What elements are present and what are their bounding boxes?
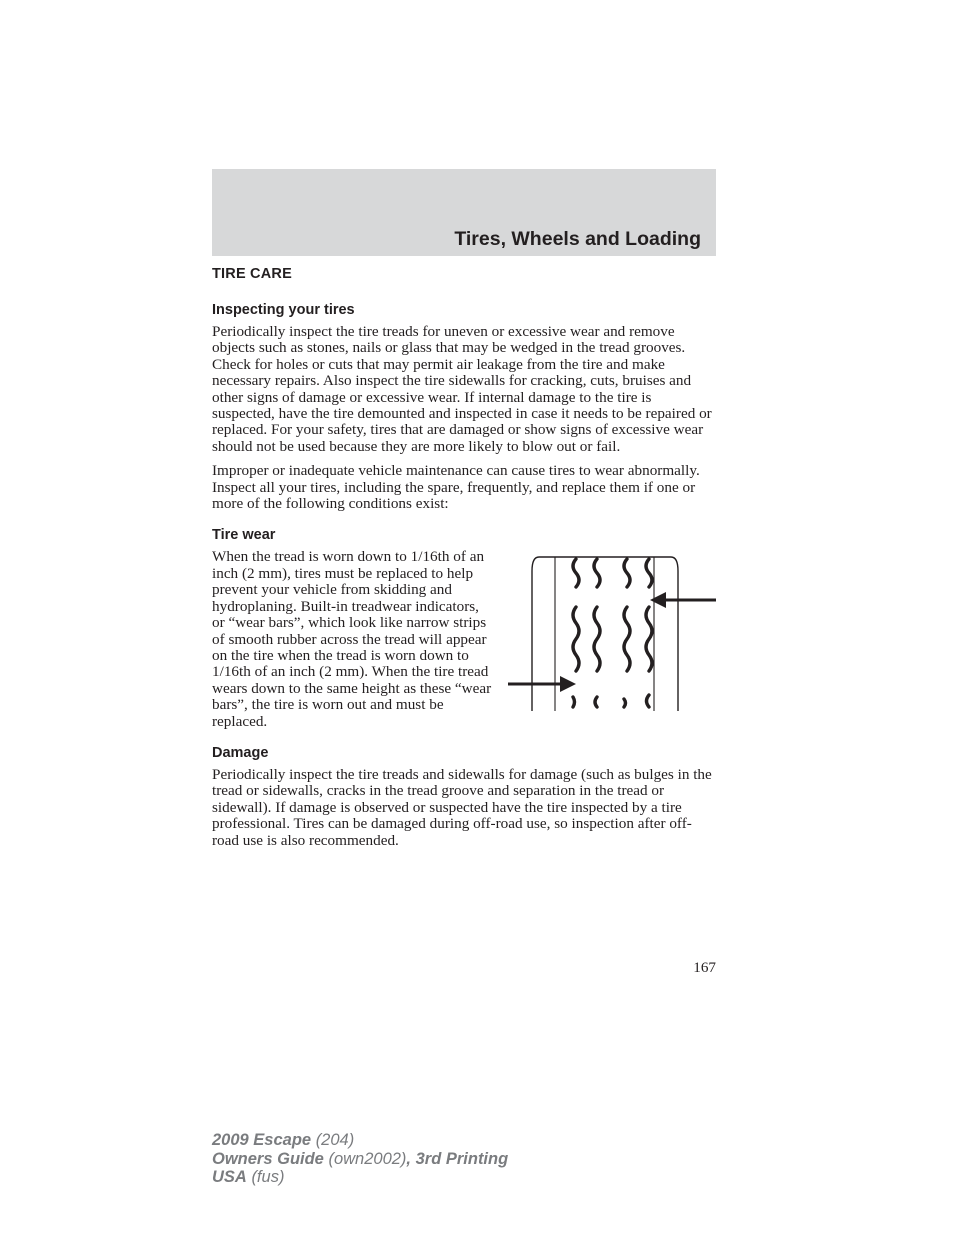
tread-groove	[624, 559, 630, 587]
page-number: 167	[693, 959, 716, 976]
tread-groove	[624, 607, 630, 671]
tread-groove	[647, 695, 650, 707]
footer-line-1: 2009 Escape (204)	[212, 1131, 355, 1149]
tread-groove	[646, 559, 652, 587]
tire-wear-paragraph: When the tread is worn down to 1/16th of an inch (2 mm), tires must be replaced to help prevent your vehicle from skidding and hydroplaning. Built-in treadwear indicators, or “wear bars”, which look like narrow strips of smooth rubber across the tread will appear on the tire when the tread is worn down to 1/16th of an inch (2 mm). When the tire tread wears down to the same height as these “wear bars”, the tire is worn out and must be replaced.	[212, 548, 492, 730]
tread-groove	[573, 697, 575, 707]
wear-bar-arrow-icon	[508, 676, 576, 692]
tire-wear-heading: Tire wear	[212, 527, 276, 544]
tread-groove	[573, 607, 579, 671]
tire-tread-diagram	[508, 549, 718, 711]
section-title: TIRE CARE	[212, 266, 292, 282]
tread-groove	[624, 699, 626, 707]
chapter-header-band	[212, 169, 716, 256]
damage-paragraph: Periodically inspect the tire treads and sidewalls for damage (such as bulges in the tread or sidewalls, cracks in the tread groove and separation in the tread or sidewall). If damage is observed or suspected have the tire inspected by a tire professional. Tires can be damaged during off-road use, so inspection after off-road use is also recommended.	[212, 765, 712, 849]
footer-line-2: Owners Guide (own2002), 3rd Printing	[212, 1149, 509, 1168]
tread-groove	[595, 697, 597, 707]
damage-heading: Damage	[212, 744, 269, 761]
page-content	[212, 266, 716, 857]
tire-outline	[532, 557, 678, 711]
document-footer	[212, 1131, 508, 1187]
inspecting-paragraph-1: Periodically inspect the tire treads for uneven or excessive wear and remove objects such as stones, nails or glass that may be wedged in the tread grooves. Check for holes or cuts that may permit air leakage from the tire and make necessary repairs. Also inspect the tire sidewalls for cracking, cuts, bruises and other signs of damage or excessive wear. If internal damage to the tire is suspected, have the tire demounted and inspected in case it needs to be repaired or replaced. For your safety, tires that are damaged or show signs of excessive wear should not be used because they are more likely to blow out or fail.	[212, 323, 712, 455]
tread-groove	[594, 559, 600, 587]
footer-line-3: USA (fus)	[212, 1168, 285, 1186]
tread-groove	[573, 559, 579, 587]
chapter-title: Tires, Wheels and Loading	[454, 228, 701, 250]
tread-groove	[594, 607, 600, 671]
tread-groove	[646, 607, 652, 671]
wear-bar-arrow-icon	[650, 592, 716, 608]
inspecting-heading: Inspecting your tires	[212, 302, 355, 318]
inspecting-paragraph-2: Improper or inadequate vehicle maintenance can cause tires to wear abnormally. Inspect all your tires, including the spare, frequently, and replace them if one or more of the following conditions exist:	[212, 462, 700, 513]
